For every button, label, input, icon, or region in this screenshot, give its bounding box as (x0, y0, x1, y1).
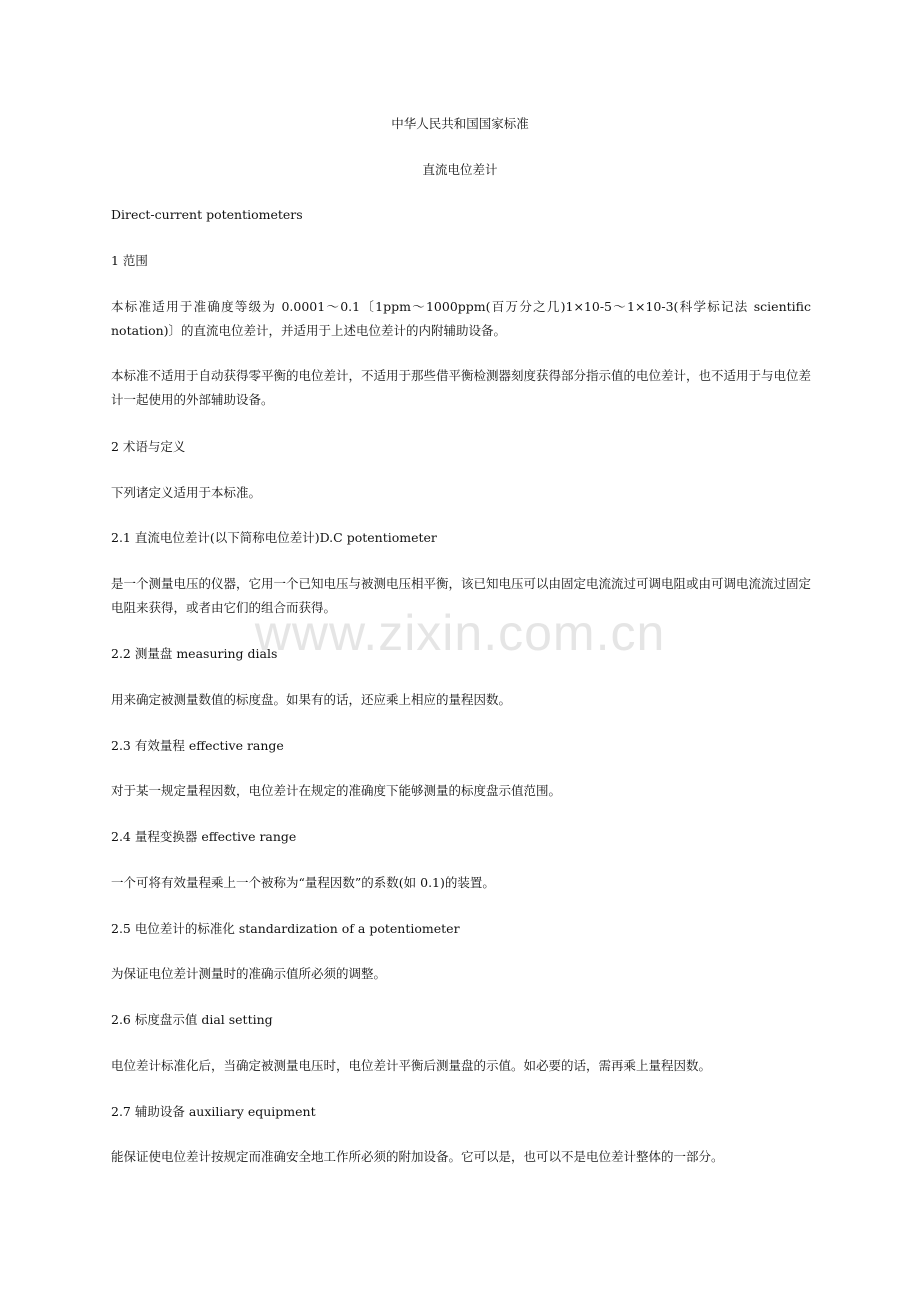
english-title: Direct-current potentiometers (111, 207, 303, 222)
definition-2-4-text: 一个可将有效量程乘上一个被称为“量程因数”的系数(如 0.1)的装置。 (111, 875, 495, 890)
definition-2-6-text: 电位差计标准化后，当确定被测量电压时，电位差计平衡后测量盘的示值。如必要的话，需再乘上量程因数。 (111, 1058, 712, 1073)
definition-2-2-heading: 2.2 测量盘 measuring dials (111, 646, 278, 661)
watermark-text: www.zixin.com.cn (254, 605, 666, 661)
definition-2-5-text: 为保证电位差计测量时的准确示值所必须的调整。 (111, 966, 387, 981)
definition-2-3-text: 对于某一规定量程因数，电位差计在规定的准确度下能够测量的标度盘示值范围。 (111, 783, 562, 798)
definition-2-4-heading: 2.4 量程变换器 effective range (111, 829, 297, 844)
section-1-paragraph-2: 本标准不适用于自动获得零平衡的电位差计，不适用于那些借平衡检测器刻度获得部分指示值的电位差计，也不适用于与电位差计一起使用的外部辅助设备。 (111, 368, 812, 407)
definition-2-6-heading: 2.6 标度盘示值 dial setting (111, 1012, 273, 1027)
section-1-heading: 1 范围 (111, 253, 148, 268)
definition-2-7-heading: 2.7 辅助设备 auxiliary equipment (111, 1104, 316, 1119)
standard-header: 中华人民共和国国家标准 (391, 116, 529, 131)
definition-2-2-text: 用来确定被测量数值的标度盘。如果有的话，还应乘上相应的量程因数。 (111, 692, 512, 707)
definition-2-5-heading: 2.5 电位差计的标准化 standardization of a potentiometer (111, 921, 460, 936)
definition-2-1-text: 是一个测量电压的仪器，它用一个已知电压与被测电压相平衡，该已知电压可以由固定电流流过可调电阻或由可调电流流过固定电阻来获得，或者由它们的组合而获得。 (111, 576, 812, 615)
document-title: 直流电位差计 (422, 162, 498, 177)
definition-2-1-heading: 2.1 直流电位差计(以下简称电位差计)D.C potentiometer (111, 530, 437, 545)
definition-2-7-text: 能保证使电位差计按规定而准确安全地工作所必须的附加设备。它可以是，也可以不是电位差计整体的一部分。 (111, 1149, 724, 1164)
section-2-heading: 2 术语与定义 (111, 439, 186, 454)
section-2-intro: 下列诸定义适用于本标准。 (111, 485, 262, 500)
section-1-paragraph-1: 本标准适用于准确度等级为 0.0001～0.1〔1ppm～1000ppm(百万分之几)1×10-5～1×10-3(科学标记法 scientific notation)〕的直流电位差计，并适用于上述电位差计的内附辅助设备。 (111, 299, 811, 338)
definition-2-3-heading: 2.3 有效量程 effective range (111, 738, 284, 753)
